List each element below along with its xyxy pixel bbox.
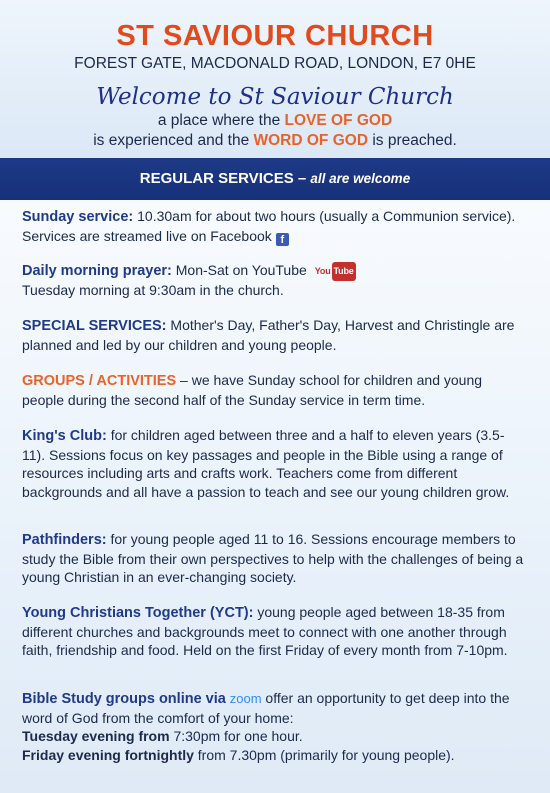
yct-heading: Young Christians Together (YCT): xyxy=(22,605,254,621)
yct-section xyxy=(22,603,527,660)
kings-club-text: for children aged between three and a half to eleven years (3.5-11). Sessions focus on key passages and people in the Bible using a range of resources including arts and crafts work. Teachers come from different backgrounds and all have a passion to teach and see our young children grow. xyxy=(22,427,510,500)
bible-study-text: offer an opportunity to get deep into the word of God from the comfort of your home: xyxy=(22,690,510,726)
youtube-icon[interactable] xyxy=(315,262,356,281)
tagline-text: is experienced and the xyxy=(93,132,254,149)
tagline-text: a place where the xyxy=(157,112,285,129)
groups-section xyxy=(22,371,527,409)
pathfinders-section xyxy=(22,530,527,587)
daily-prayer-section xyxy=(22,261,527,299)
groups-heading: GROUPS / ACTIVITIES xyxy=(22,373,177,389)
friday-evening-label: Friday evening fortnightly xyxy=(22,746,194,763)
special-services-heading: SPECIAL SERVICES: xyxy=(22,318,167,334)
sunday-service-heading: Sunday service: xyxy=(22,209,134,225)
bible-study-heading: Bible Study groups online via xyxy=(22,691,226,707)
pathfinders-text: for young people aged 11 to 16. Sessions encourage members to study the Bible from their own perspectives to help with the challenges of being a young Christian in an ever-changing society. xyxy=(22,531,524,585)
tagline-text: is preached. xyxy=(368,132,457,149)
sunday-service-section xyxy=(22,207,527,246)
special-services-text: Mother's Day, Father's Day, Harvest and Christingle are planned and led by our children and young people. xyxy=(22,317,515,353)
special-services-section xyxy=(22,316,527,354)
kings-club-heading: King's Club: xyxy=(22,428,107,444)
pathfinders-heading: Pathfinders: xyxy=(22,532,107,548)
love-of-god-highlight: LOVE OF GOD xyxy=(284,112,393,129)
kings-club-section xyxy=(22,426,527,501)
tagline-line-1 xyxy=(0,112,550,130)
groups-text: – we have Sunday school for children and young people during the second half of the Sunday service in term time. xyxy=(22,372,483,408)
daily-prayer-tuesday: Tuesday morning at 9:30am in the church. xyxy=(22,281,284,298)
banner-title: REGULAR SERVICES xyxy=(139,170,294,187)
youtube-logo-you: You xyxy=(314,266,331,276)
bible-study-section xyxy=(22,689,527,764)
content-area xyxy=(0,200,550,793)
header xyxy=(0,0,550,158)
facebook-icon[interactable]: f xyxy=(276,233,289,246)
banner-subtitle: all are welcome xyxy=(310,171,411,186)
zoom-logo: zoom xyxy=(229,691,262,706)
yct-text: young people aged between 18-35 from different churches and backgrounds meet to connect with one another through faith, friendship and food. Held on the first Friday of every month from 7-10pm. xyxy=(22,604,508,658)
sunday-service-text: 10.30am for about two hours (usually a Communion service). Services are streamed live on Facebook xyxy=(22,208,516,244)
church-name: ST SAVIOUR CHURCH xyxy=(116,20,434,52)
church-address: FOREST GATE, MACDONALD ROAD, LONDON, E7 0HE xyxy=(74,55,476,72)
regular-services-banner xyxy=(0,158,550,200)
tagline-line-2 xyxy=(0,132,550,150)
word-of-god-highlight: WORD OF GOD xyxy=(253,132,369,149)
tuesday-evening-text: 7:30pm for one hour. xyxy=(169,728,303,744)
banner-dash: – xyxy=(293,170,311,187)
tuesday-evening-label: Tuesday evening from xyxy=(22,728,170,744)
daily-prayer-heading: Daily morning prayer: xyxy=(22,263,172,279)
daily-prayer-text: Mon-Sat on YouTube xyxy=(171,262,307,278)
friday-evening-text: from 7.30pm (primarily for young people). xyxy=(193,746,455,763)
youtube-logo-tube: Tube xyxy=(332,262,356,281)
welcome-heading: Welcome to St Saviour Church xyxy=(96,84,454,110)
